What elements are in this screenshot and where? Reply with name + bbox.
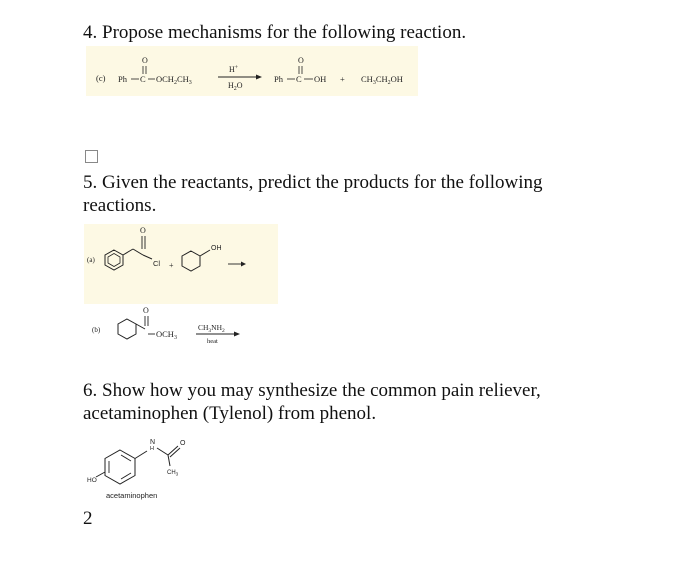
hydroxyl: OH [211,245,222,252]
heat-label: heat [207,338,218,345]
reactant-och: OCH [156,74,174,84]
svg-text:H+: H+ [229,65,239,74]
product-ethanol: $CH_3CH_2OH$ [361,74,403,86]
question-4-text: 4. Propose mechanisms for the following reaction. [83,22,467,43]
reaction-label: (c) [96,73,106,83]
methyl-group: $CH_3$ [167,470,179,477]
amide-oxygen: O [180,440,186,447]
reaction-b-label: (b) [92,326,101,334]
ho-group: HO [87,477,97,484]
methoxy: OCH [156,329,174,339]
plus-sign: + [340,74,345,84]
svg-text:O: O [298,56,304,65]
reagent-acid: H [229,65,235,74]
product-ph: Ph [274,74,283,84]
reagent-water: H [228,81,234,90]
reactant-carbon: C [140,74,146,84]
question-6-text-line2: acetaminophen (Tylenol) from phenol. [83,403,377,424]
page-number: 2 [83,508,93,529]
product-oh: OH [314,74,327,84]
svg-text:H2O: $H_2O$ [228,81,243,92]
reaction-a-label: (a) [87,256,95,264]
amide-hydrogen: H [150,446,154,452]
carbonyl-oxygen: O [142,56,148,65]
question-6-text-line1: 6. Show how you may synthesize the common pain reliever, [83,380,541,401]
ester-oxygen: O [143,306,149,315]
svg-text:OCH2CH3: $OCH_2CH_3$ [156,74,192,86]
svg-text:C: C [296,74,302,84]
question-5-text-line2: reactions. [83,195,157,216]
chloride: Cl [153,259,161,268]
acetaminophen-label: acetaminophen [106,491,158,500]
question-5-text-line1: 5. Given the reactants, predict the products for the following [83,172,543,193]
methylamine: $CH_3NH_2$ [198,323,225,334]
plus-sign-a: + [169,261,174,270]
amide-nitrogen: N [150,439,156,446]
acyl-oxygen: O [140,226,146,235]
svg-text:OCH3: $OCH_3$ [156,329,177,341]
reactant-ph: Ph [118,74,127,84]
